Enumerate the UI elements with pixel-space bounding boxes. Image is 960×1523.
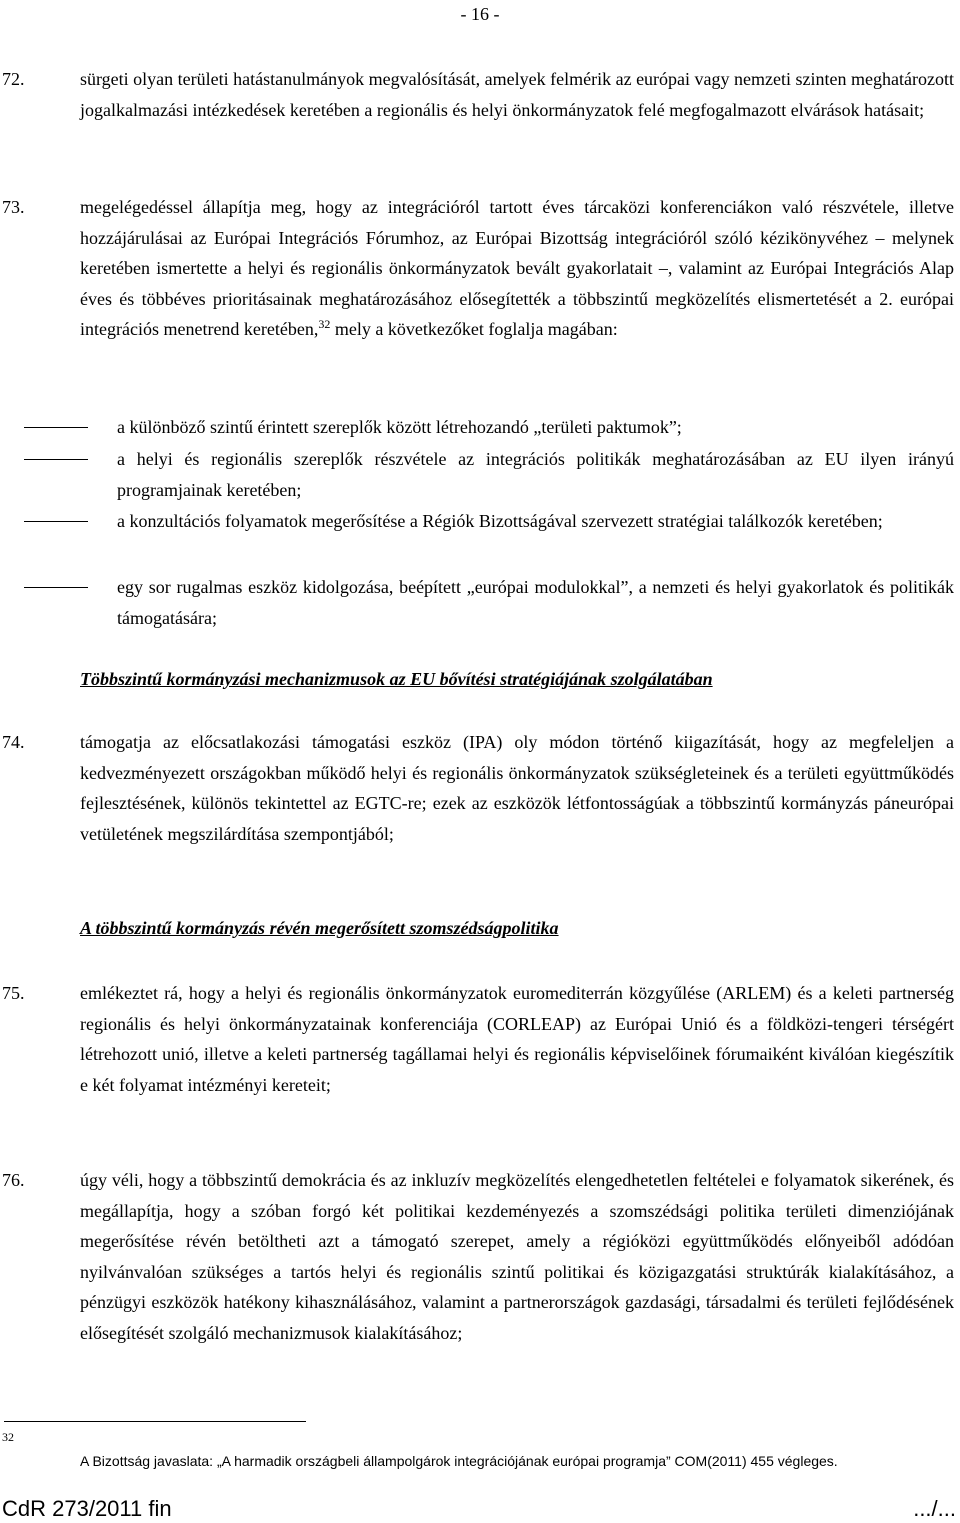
paragraph-text	[80, 192, 954, 345]
page-number: - 16 -	[460, 4, 500, 24]
paragraph-number: 72.	[2, 69, 25, 89]
footnote-mark: 32	[2, 1430, 14, 1444]
paragraph-number: 74.	[2, 732, 25, 752]
bullet-text: egy sor rugalmas eszköz kidolgozása, beépített „európai modulokkal”, a nemzeti és helyi gyakorlatok és politikák támogatására;	[117, 577, 954, 628]
document-id: CdR 273/2011 fin	[2, 1496, 172, 1521]
paragraph-number: 73.	[2, 197, 25, 217]
section-heading: A többszintű kormányzás révén megerősített szomszédságpolitika	[80, 918, 559, 938]
section-heading: Többszintű kormányzási mechanizmusok az EU bővítési stratégiájának szolgálatában	[80, 669, 713, 689]
bullet-text: a konzultációs folyamatok megerősítése a Régiók Bizottságával szervezett stratégiai találkozók keretében;	[117, 511, 883, 531]
bullet-text: a különböző szintű érintett szereplők között létrehozandó „területi paktumok”;	[117, 417, 682, 437]
footnote-divider	[4, 1421, 306, 1422]
paragraph-text-tail: mely a következőket foglalja magában:	[330, 319, 618, 339]
paragraph-number: 75.	[2, 983, 25, 1003]
dash-marker	[24, 521, 88, 522]
paragraph-text: sürgeti olyan területi hatástanulmányok megvalósítását, amelyek felmérik az európai vagy nemzeti szinten meghatározott jogalkalmazási intézkedések keretében a regionális és helyi önkormányzatok felé megfogalmazott elvárások hatásait;	[80, 69, 954, 120]
paragraph-text: emlékeztet rá, hogy a helyi és regionális önkormányzatok euromediterrán közgyűlése (ARLEM) és a keleti partnerség regionális és helyi önkormányzatainak konferenciája (CORLEAP) az Európai Unió és a földközi-tengeri térségért létrehozott unió, illetve a keleti partnerség tagállamai helyi és regionális képviselőinek fórumaiként kiválóan kiegészítik e két folyamat intézményi kereteit;	[80, 983, 954, 1095]
bullet-text: a helyi és regionális szereplők részvétele az integrációs politikák meghatározásában az EU ilyen irányú programjainak keretében;	[117, 449, 954, 500]
continuation-mark: .../...	[913, 1496, 956, 1521]
paragraph-text: támogatja az előcsatlakozási támogatási eszköz (IPA) oly módon történő kiigazítását, hogy az megfeleljen a kedvezményezett országokban működő helyi és regionális önkormányzatok szükségleteinek és a területi együttműködés fejlesztésének, különös tekintettel az EGTC-re; ezek az eszközök létfontosságúak a többszintű kormányzás páneurópai vetületének megszilárdítása szempontjából;	[80, 732, 954, 844]
dash-marker	[24, 587, 88, 588]
dash-marker	[24, 427, 88, 428]
paragraph-text-main: megelégedéssel állapítja meg, hogy az integrációról tartott éves tárcaközi konferenciákon való részvétele, illetve hozzájárulásai az Európai Integrációs Fórumhoz, az Európai Bizottság integrációról szóló kézikönyvéhez – melynek keretében ismertette a helyi és regionális önkormányzatok bevált gyakorlatait –, valamint az Európai Integrációs Alap éves és többéves prioritásainak meghatározásához elősegítették a többszintű megközelítés elismertetését a 2. európai integrációs menetrend keretében,	[80, 197, 954, 339]
paragraph-number: 76.	[2, 1170, 25, 1190]
footnote-reference: 32	[318, 317, 331, 331]
dash-marker	[24, 459, 88, 460]
footnote-text: A Bizottság javaslata: „A harmadik országbeli állampolgárok integrációjának európai programja” COM(2011) 455 végleges.	[80, 1453, 838, 1469]
paragraph-text: úgy véli, hogy a többszintű demokrácia és az inkluzív megközelítés elengedhetetlen feltételei e folyamatok sikerének, és megállapítja, hogy a szóban forgó két politikai kezdeményezés a szomszédsági politika területi dimenziójának megerősítése révén betöltheti azt a támogató szerepet, amely a régióközi együttműködés előnyeiből adódóan nyilvánvalóan szükséges a tartós helyi és regionális szintű politikai és közigazgatási struktúrák kialakításához, a pénzügyi eszközök hatékony kihasználásához, valamint a partnerországok gazdasági, társadalmi és területi fejlődésének elősegítését szolgáló mechanizmusok kialakításához;	[80, 1170, 954, 1343]
